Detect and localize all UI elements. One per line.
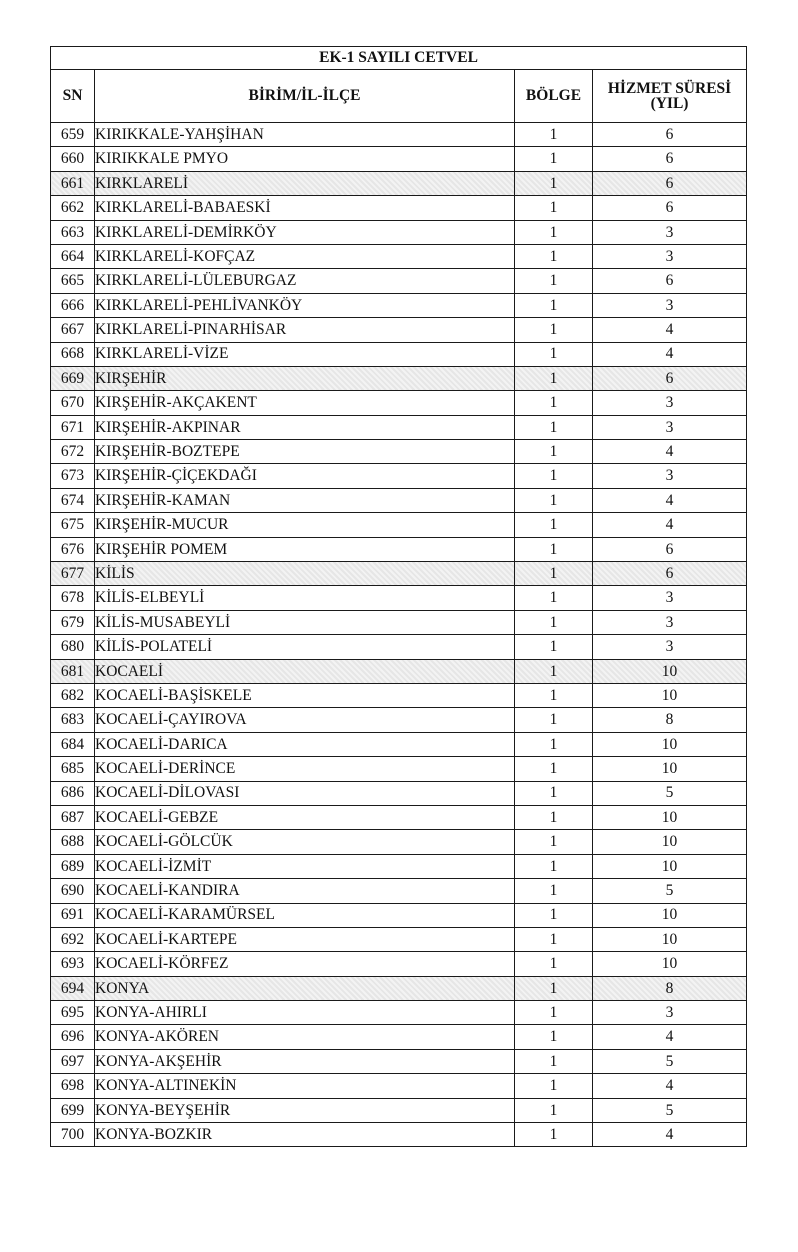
- cell-sn: 678: [51, 586, 95, 610]
- cell-birim: KIRKLARELİ-BABAESKİ: [95, 196, 515, 220]
- table-row: [51, 805, 747, 829]
- cell-birim: KIRŞEHİR POMEM: [95, 537, 515, 561]
- table-row: [51, 1049, 747, 1073]
- cell-bolge: 1: [515, 269, 593, 293]
- cell-hizmet: 8: [593, 708, 747, 732]
- cell-birim: KİLİS-MUSABEYLİ: [95, 610, 515, 634]
- table-row: [51, 781, 747, 805]
- cell-birim: KONYA-BOZKIR: [95, 1123, 515, 1147]
- cell-birim: KOCAELİ-DERİNCE: [95, 757, 515, 781]
- cell-birim: KIRIKKALE PMYO: [95, 147, 515, 171]
- cell-bolge: 1: [515, 854, 593, 878]
- cell-sn: 671: [51, 415, 95, 439]
- table-row: [51, 220, 747, 244]
- cell-hizmet: 3: [593, 464, 747, 488]
- table-row: [51, 683, 747, 707]
- cell-bolge: 1: [515, 757, 593, 781]
- table-row: [51, 927, 747, 951]
- table-row: [51, 293, 747, 317]
- cell-birim: KOCAELİ-BAŞİSKELE: [95, 683, 515, 707]
- cell-sn: 696: [51, 1025, 95, 1049]
- cell-bolge: 1: [515, 244, 593, 268]
- cell-sn: 664: [51, 244, 95, 268]
- cell-hizmet: 6: [593, 196, 747, 220]
- cell-bolge: 1: [515, 659, 593, 683]
- cell-birim: KIRKLARELİ-KOFÇAZ: [95, 244, 515, 268]
- cell-bolge: 1: [515, 342, 593, 366]
- cell-sn: 697: [51, 1049, 95, 1073]
- cell-bolge: 1: [515, 318, 593, 342]
- table-row: [51, 659, 747, 683]
- cell-hizmet: 6: [593, 147, 747, 171]
- table-row: [51, 732, 747, 756]
- cell-bolge: 1: [515, 952, 593, 976]
- cell-sn: 681: [51, 659, 95, 683]
- cell-birim: KİLİS-POLATELİ: [95, 635, 515, 659]
- cell-sn: 661: [51, 171, 95, 195]
- cell-sn: 683: [51, 708, 95, 732]
- cell-bolge: 1: [515, 903, 593, 927]
- cell-bolge: 1: [515, 781, 593, 805]
- cell-birim: KOCAELİ-DARICA: [95, 732, 515, 756]
- cell-birim: KOCAELİ: [95, 659, 515, 683]
- cell-birim: KOCAELİ-KARTEPE: [95, 927, 515, 951]
- cell-sn: 694: [51, 976, 95, 1000]
- cell-bolge: 1: [515, 196, 593, 220]
- cell-hizmet: 3: [593, 586, 747, 610]
- cell-hizmet: 4: [593, 318, 747, 342]
- cell-bolge: 1: [515, 1001, 593, 1025]
- cell-hizmet: 5: [593, 1049, 747, 1073]
- table-row: [51, 171, 747, 195]
- cell-sn: 682: [51, 683, 95, 707]
- cell-birim: KİLİS-ELBEYLİ: [95, 586, 515, 610]
- cell-sn: 659: [51, 123, 95, 147]
- cell-bolge: 1: [515, 683, 593, 707]
- cell-bolge: 1: [515, 635, 593, 659]
- cell-hizmet: 3: [593, 610, 747, 634]
- cell-sn: 698: [51, 1074, 95, 1098]
- cell-hizmet: 3: [593, 220, 747, 244]
- table-row: [51, 830, 747, 854]
- cell-birim: KOCAELİ-GEBZE: [95, 805, 515, 829]
- cell-bolge: 1: [515, 562, 593, 586]
- cell-sn: 667: [51, 318, 95, 342]
- table-header-row: [51, 70, 747, 123]
- cell-sn: 684: [51, 732, 95, 756]
- cell-sn: 666: [51, 293, 95, 317]
- cell-birim: KIRKLARELİ-PINARHİSAR: [95, 318, 515, 342]
- cell-sn: 686: [51, 781, 95, 805]
- table-row: [51, 440, 747, 464]
- cell-hizmet: 4: [593, 513, 747, 537]
- cell-birim: KİLİS: [95, 562, 515, 586]
- cell-birim: KIRKLARELİ-DEMİRKÖY: [95, 220, 515, 244]
- cell-birim: KOCAELİ-KÖRFEZ: [95, 952, 515, 976]
- cell-sn: 695: [51, 1001, 95, 1025]
- cell-hizmet: 6: [593, 171, 747, 195]
- table-row: [51, 708, 747, 732]
- cell-hizmet: 3: [593, 244, 747, 268]
- table-row: [51, 513, 747, 537]
- cell-sn: 685: [51, 757, 95, 781]
- cell-birim: KIRIKKALE-YAHŞİHAN: [95, 123, 515, 147]
- table-row: [51, 464, 747, 488]
- table-row: [51, 1025, 747, 1049]
- cell-bolge: 1: [515, 805, 593, 829]
- cell-sn: 690: [51, 879, 95, 903]
- cell-hizmet: 6: [593, 537, 747, 561]
- table-row: [51, 635, 747, 659]
- table-row: [51, 976, 747, 1000]
- cell-bolge: 1: [515, 366, 593, 390]
- table-row: [51, 488, 747, 512]
- cell-hizmet: 3: [593, 635, 747, 659]
- table-row: [51, 903, 747, 927]
- column-header-bolge: BÖLGE: [515, 70, 593, 123]
- cell-sn: 691: [51, 903, 95, 927]
- cell-hizmet: 10: [593, 683, 747, 707]
- cell-sn: 689: [51, 854, 95, 878]
- cell-hizmet: 10: [593, 757, 747, 781]
- cell-birim: KONYA-AHIRLI: [95, 1001, 515, 1025]
- cell-sn: 692: [51, 927, 95, 951]
- cell-hizmet: 5: [593, 1098, 747, 1122]
- column-header-birim: BİRİM/İL-İLÇE: [95, 70, 515, 123]
- cell-sn: 700: [51, 1123, 95, 1147]
- cell-bolge: 1: [515, 586, 593, 610]
- table-row: [51, 537, 747, 561]
- table-row: [51, 757, 747, 781]
- cell-bolge: 1: [515, 732, 593, 756]
- cell-hizmet: 5: [593, 781, 747, 805]
- cell-bolge: 1: [515, 513, 593, 537]
- cell-hizmet: 3: [593, 415, 747, 439]
- cell-birim: KOCAELİ-ÇAYIROVA: [95, 708, 515, 732]
- column-header-hizmet: [593, 70, 747, 123]
- table-row: [51, 610, 747, 634]
- cell-bolge: 1: [515, 1049, 593, 1073]
- cell-birim: KIRŞEHİR-KAMAN: [95, 488, 515, 512]
- cell-birim: KIRKLARELİ-LÜLEBURGAZ: [95, 269, 515, 293]
- cell-birim: KIRŞEHİR-ÇİÇEKDAĞI: [95, 464, 515, 488]
- cell-bolge: 1: [515, 708, 593, 732]
- cell-sn: 680: [51, 635, 95, 659]
- cell-birim: KOCAELİ-GÖLCÜK: [95, 830, 515, 854]
- cell-birim: KOCAELİ-KARAMÜRSEL: [95, 903, 515, 927]
- cell-sn: 672: [51, 440, 95, 464]
- cell-bolge: 1: [515, 1098, 593, 1122]
- cell-birim: KIRŞEHİR-BOZTEPE: [95, 440, 515, 464]
- table-row: [51, 123, 747, 147]
- table-row: [51, 1074, 747, 1098]
- cell-hizmet: 4: [593, 440, 747, 464]
- cell-birim: KIRKLARELİ: [95, 171, 515, 195]
- cell-bolge: 1: [515, 171, 593, 195]
- cell-hizmet: 10: [593, 927, 747, 951]
- cell-hizmet: 5: [593, 879, 747, 903]
- table-row: [51, 269, 747, 293]
- cell-sn: 699: [51, 1098, 95, 1122]
- cell-sn: 676: [51, 537, 95, 561]
- cell-birim: KIRŞEHİR-AKÇAKENT: [95, 391, 515, 415]
- cell-sn: 675: [51, 513, 95, 537]
- cell-hizmet: 4: [593, 1074, 747, 1098]
- cell-birim: KONYA-AKŞEHİR: [95, 1049, 515, 1073]
- cell-sn: 679: [51, 610, 95, 634]
- cell-bolge: 1: [515, 1074, 593, 1098]
- table-title-row: [51, 47, 747, 70]
- cell-birim: KIRŞEHİR-AKPINAR: [95, 415, 515, 439]
- cell-sn: 688: [51, 830, 95, 854]
- cell-hizmet: 6: [593, 562, 747, 586]
- cell-hizmet: 3: [593, 1001, 747, 1025]
- cell-sn: 663: [51, 220, 95, 244]
- column-header-hizmet-line2: (YIL): [650, 95, 689, 112]
- cell-hizmet: 10: [593, 830, 747, 854]
- cell-bolge: 1: [515, 293, 593, 317]
- cell-bolge: 1: [515, 927, 593, 951]
- table-title: EK-1 SAYILI CETVEL: [51, 47, 747, 70]
- table-row: [51, 147, 747, 171]
- cell-hizmet: 10: [593, 903, 747, 927]
- cell-bolge: 1: [515, 220, 593, 244]
- table-row: [51, 586, 747, 610]
- cell-birim: KIRŞEHİR: [95, 366, 515, 390]
- cell-hizmet: 6: [593, 269, 747, 293]
- cell-sn: 693: [51, 952, 95, 976]
- table-row: [51, 342, 747, 366]
- cell-hizmet: 10: [593, 952, 747, 976]
- cell-bolge: 1: [515, 1025, 593, 1049]
- table-row: [51, 1001, 747, 1025]
- cell-birim: KOCAELİ-DİLOVASI: [95, 781, 515, 805]
- cell-sn: 673: [51, 464, 95, 488]
- cell-birim: KIRŞEHİR-MUCUR: [95, 513, 515, 537]
- cell-hizmet: 10: [593, 659, 747, 683]
- cell-sn: 670: [51, 391, 95, 415]
- cell-bolge: 1: [515, 147, 593, 171]
- cell-bolge: 1: [515, 976, 593, 1000]
- cell-bolge: 1: [515, 123, 593, 147]
- table-row: [51, 244, 747, 268]
- cell-bolge: 1: [515, 537, 593, 561]
- column-header-sn: SN: [51, 70, 95, 123]
- table-row: [51, 879, 747, 903]
- cell-birim: KONYA-BEYŞEHİR: [95, 1098, 515, 1122]
- cell-bolge: 1: [515, 879, 593, 903]
- table-row: [51, 415, 747, 439]
- cell-hizmet: 6: [593, 366, 747, 390]
- cell-hizmet: 4: [593, 342, 747, 366]
- cell-bolge: 1: [515, 440, 593, 464]
- cell-birim: KIRKLARELİ-PEHLİVANKÖY: [95, 293, 515, 317]
- cell-hizmet: 4: [593, 1025, 747, 1049]
- table-row: [51, 1098, 747, 1122]
- cetvel-table: [50, 46, 747, 1147]
- table-row: [51, 854, 747, 878]
- cell-bolge: 1: [515, 488, 593, 512]
- cell-birim: KOCAELİ-İZMİT: [95, 854, 515, 878]
- cell-hizmet: 3: [593, 391, 747, 415]
- table-row: [51, 562, 747, 586]
- cell-hizmet: 8: [593, 976, 747, 1000]
- cell-hizmet: 10: [593, 854, 747, 878]
- table-row: [51, 366, 747, 390]
- cell-hizmet: 4: [593, 488, 747, 512]
- cell-sn: 665: [51, 269, 95, 293]
- table-row: [51, 952, 747, 976]
- cell-bolge: 1: [515, 610, 593, 634]
- cell-birim: KONYA-ALTINEKİN: [95, 1074, 515, 1098]
- table-row: [51, 1123, 747, 1147]
- cell-sn: 662: [51, 196, 95, 220]
- cell-bolge: 1: [515, 1123, 593, 1147]
- cell-hizmet: 6: [593, 123, 747, 147]
- cell-birim: KIRKLARELİ-VİZE: [95, 342, 515, 366]
- cell-sn: 668: [51, 342, 95, 366]
- cell-birim: KONYA: [95, 976, 515, 1000]
- cell-sn: 660: [51, 147, 95, 171]
- cell-sn: 669: [51, 366, 95, 390]
- cell-sn: 677: [51, 562, 95, 586]
- cell-hizmet: 3: [593, 293, 747, 317]
- column-header-hizmet-line1: HİZMET SÜRESİ: [607, 79, 732, 97]
- table-body: [51, 123, 747, 1147]
- cell-sn: 674: [51, 488, 95, 512]
- table-row: [51, 196, 747, 220]
- cell-bolge: 1: [515, 391, 593, 415]
- cell-bolge: 1: [515, 464, 593, 488]
- cell-hizmet: 10: [593, 805, 747, 829]
- cell-hizmet: 4: [593, 1123, 747, 1147]
- cell-birim: KONYA-AKÖREN: [95, 1025, 515, 1049]
- table-row: [51, 391, 747, 415]
- cell-hizmet: 10: [593, 732, 747, 756]
- cell-sn: 687: [51, 805, 95, 829]
- cell-bolge: 1: [515, 830, 593, 854]
- cell-bolge: 1: [515, 415, 593, 439]
- table-row: [51, 318, 747, 342]
- cell-birim: KOCAELİ-KANDIRA: [95, 879, 515, 903]
